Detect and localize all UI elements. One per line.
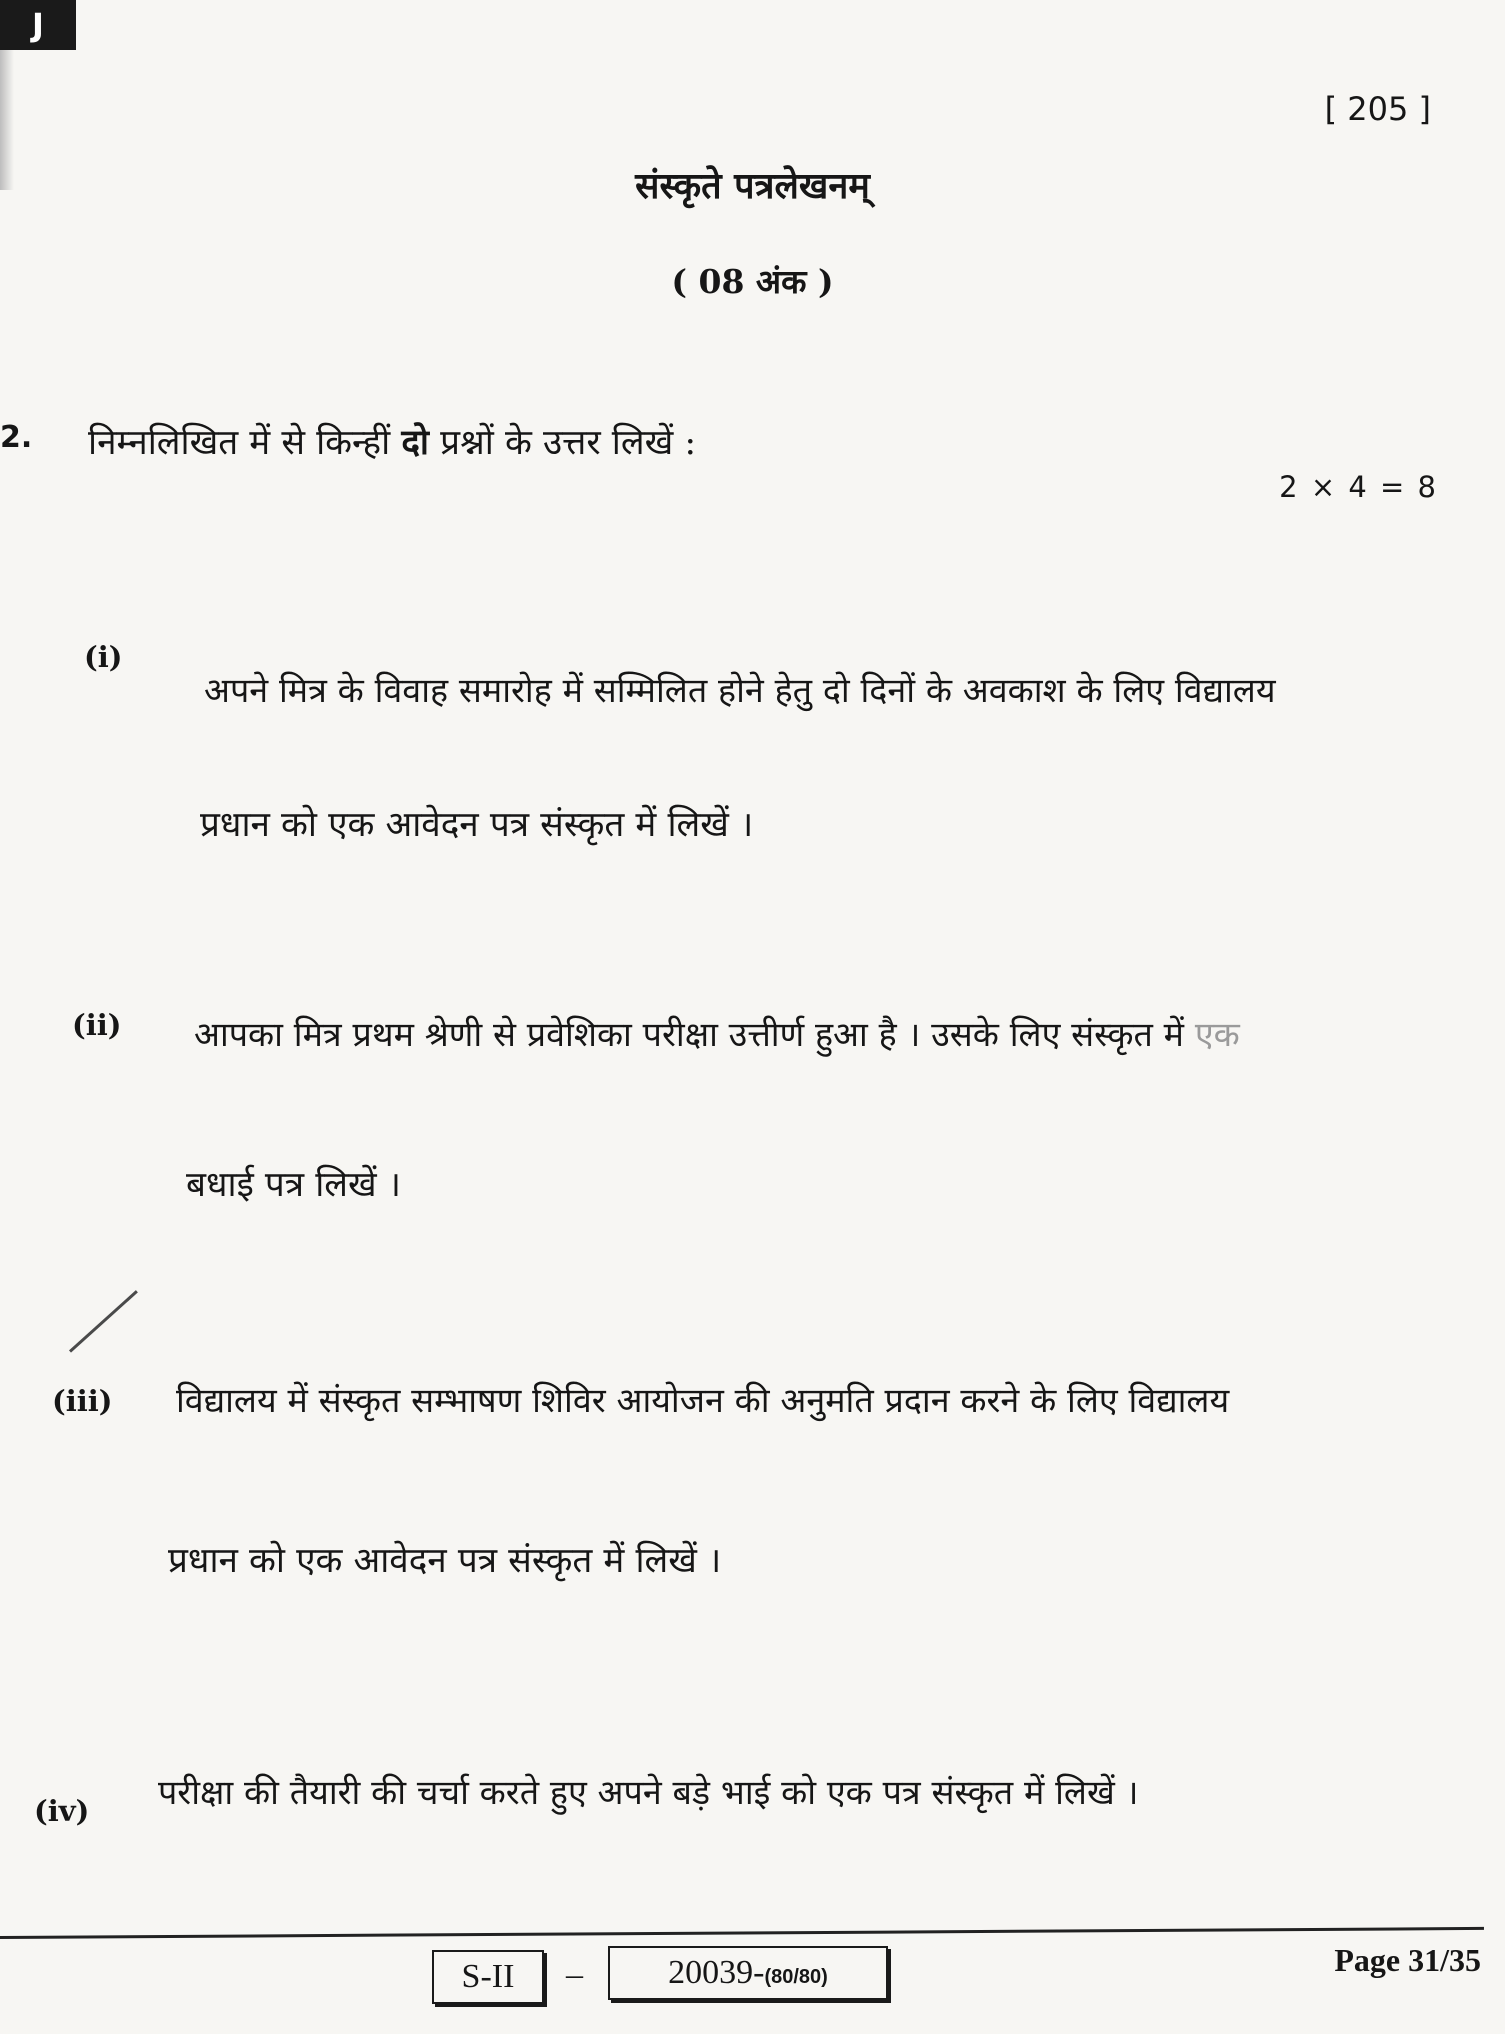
section-title: संस्कृते पत्रलेखनम् [635,165,870,207]
corner-mark: J [0,0,76,50]
option-ii-line-1-text: आपका मित्र प्रथम श्रेणी से प्रवेशिका परीक्षा उत्तीर्ण हुआ है । उसके लिए संस्कृत में [194,1015,1185,1055]
handwritten-tick-mark [69,1290,138,1352]
option-iii-line-1: विद्यालय में संस्कृत सम्भाषण शिविर आयोजन की अनुमति प्रदान करने के लिए विद्यालय [176,1381,1230,1421]
option-label-i: (i) [84,640,123,674]
footer-code: 20039- [668,1954,765,1991]
page-number: Page 31/35 [1334,1942,1481,1978]
question-marks: 2 × 4 = 8 [1279,470,1438,504]
section-marks: ( 08 अंक ) [671,262,834,301]
instruction-suffix: प्रश्नों के उत्तर लिखें : [440,423,697,463]
footer-code-box [608,1946,888,2000]
instruction-emphasis: दो [401,422,429,463]
paper-code: [ 205 ] [1324,90,1431,128]
option-label-iv: (iv) [34,1794,90,1828]
question-number: 2. [0,420,33,455]
question-instruction [88,418,696,465]
option-label-ii: (ii) [72,1008,122,1042]
instruction-prefix: निम्नलिखित में से किन्हीं [88,423,391,463]
option-ii-line-1 [194,1010,1240,1056]
footer-series-box: S-II [432,1950,544,2004]
footer-code-suffix: (80/80) [764,1966,828,1988]
footer-rule [0,1927,1484,1939]
option-i-line-2: प्रधान को एक आवेदन पत्र संस्कृत में लिखें । [200,805,754,845]
option-iv-line-1: परीक्षा की तैयारी की चर्चा करते हुए अपने बड़े भाई को एक पत्र संस्कृत में लिखें । [158,1773,1139,1813]
option-ii-line-1-faint: एक [1194,1015,1240,1055]
option-iii-line-2: प्रधान को एक आवेदन पत्र संस्कृत में लिखें । [168,1541,722,1581]
option-label-iii: (iii) [52,1384,113,1418]
option-ii-line-2: बधाई पत्र लिखें । [186,1165,402,1205]
option-i-line-1: अपने मित्र के विवाह समारोह में सम्मिलित होने हेतु दो दिनों के अवकाश के लिए विद्यालय [204,671,1276,711]
footer-dash: – [566,1956,583,1993]
